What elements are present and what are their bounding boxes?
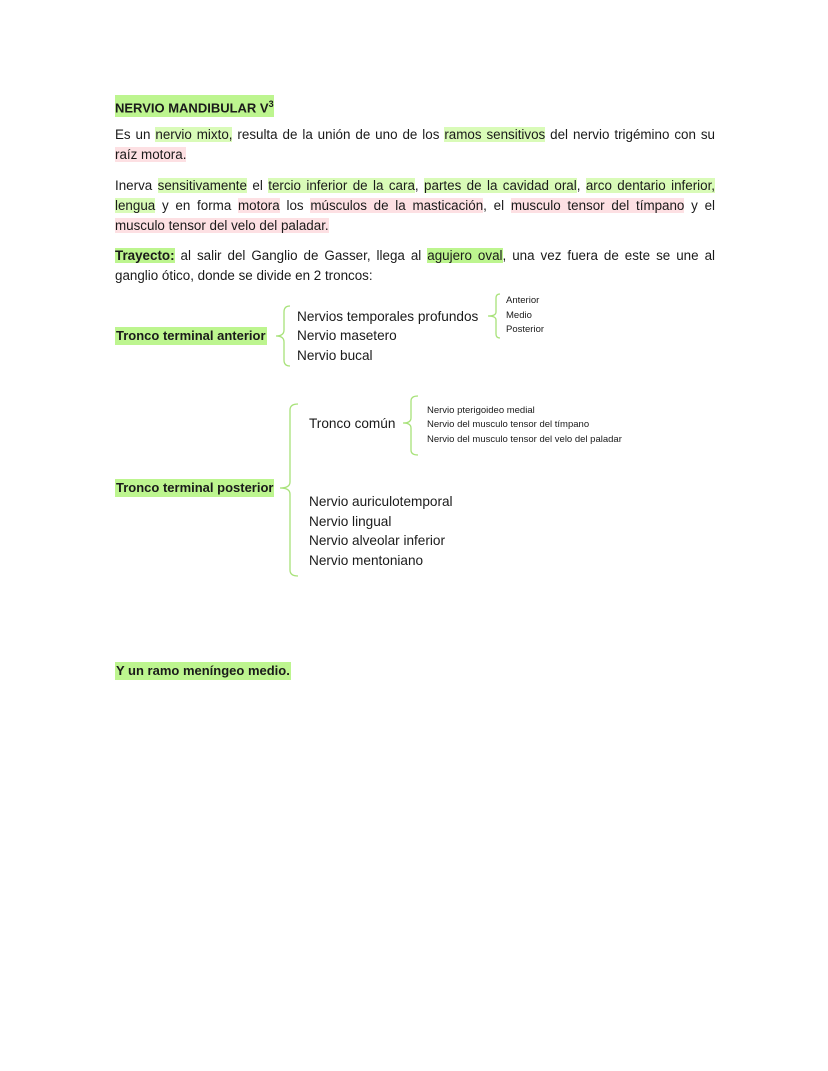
branch-lingual: Nervio lingual: [309, 514, 392, 529]
sub-branch-medio: Medio: [506, 310, 532, 321]
common-branch-pterigoideo: Nervio pterigoideo medial: [427, 405, 535, 416]
highlighted-term: motora: [238, 198, 280, 213]
branch-alveolar-inferior: Nervio alveolar inferior: [309, 533, 445, 548]
highlighted-term: agujero oval: [427, 248, 503, 263]
highlighted-term: musculo tensor del velo del paladar.: [115, 218, 329, 233]
branch-masetero: Nervio masetero: [297, 328, 397, 343]
closing-note: Y un ramo meníngeo medio.: [116, 663, 290, 678]
sub-branch-posterior: Posterior: [506, 324, 545, 335]
text-run: , una vez fuera de este se une al ganglio ótico, donde se divide en 2 troncos:: [115, 248, 715, 283]
bracket-anterior: [276, 306, 290, 366]
highlighted-term: nervio mixto,: [155, 127, 233, 142]
text-run: y el: [684, 198, 716, 213]
common-branch-tensor-timpano: Nervio del musculo tensor del tímpano: [427, 419, 590, 430]
text-run: resulta de la unión de uno de los: [232, 127, 445, 142]
highlighted-term: Trayecto:: [115, 248, 175, 263]
branch-mentoniano: Nervio mentoniano: [309, 553, 424, 568]
common-trunk-label: Tronco común: [309, 416, 396, 431]
highlighted-term: lengua: [115, 198, 156, 213]
text-run: los: [279, 198, 311, 213]
branch-temporales-profundos: Nervios temporales profundos: [297, 309, 479, 324]
bracket-tronco-comun: [403, 396, 418, 455]
bracket-temporales: [488, 294, 500, 338]
highlighted-term: sensitivamente: [157, 178, 247, 193]
posterior-trunk-label: Tronco terminal posterior: [116, 480, 274, 495]
page-title: NERVIO MANDIBULAR $V^3$: [115, 95, 274, 117]
highlighted-term: partes de la cavidad oral: [424, 178, 577, 193]
text-run: ,: [414, 178, 425, 193]
text-run: Inerva: [115, 178, 158, 193]
text-run: Es un: [115, 127, 156, 142]
anterior-trunk-label: Tronco terminal anterior: [116, 328, 266, 343]
text-run: del nervio trigémino con su: [545, 127, 715, 142]
text-run: al salir del Ganglio de Gasser, llega al: [174, 248, 428, 263]
text-run: , el: [483, 198, 511, 213]
branch-auriculotemporal: Nervio auriculotemporal: [309, 494, 453, 509]
highlighted-term: arco dentario inferior,: [585, 178, 716, 193]
text-run: el: [246, 178, 269, 193]
highlighted-term: ramos sensitivos: [444, 127, 546, 142]
text-run: y en forma: [155, 198, 239, 213]
common-branch-tensor-velo: Nervio del musculo tensor del velo del paladar: [427, 434, 622, 445]
text-run: ,: [576, 178, 586, 193]
sub-branch-anterior: Anterior: [506, 295, 540, 306]
bracket-posterior: [280, 404, 298, 576]
highlighted-term: tercio inferior de la cara: [268, 178, 415, 193]
highlighted-term: raíz motora.: [115, 147, 187, 162]
branch-bucal: Nervio bucal: [297, 348, 373, 363]
highlighted-term: músculos de la masticación: [310, 198, 484, 213]
highlighted-term: musculo tensor del tímpano: [510, 198, 685, 213]
